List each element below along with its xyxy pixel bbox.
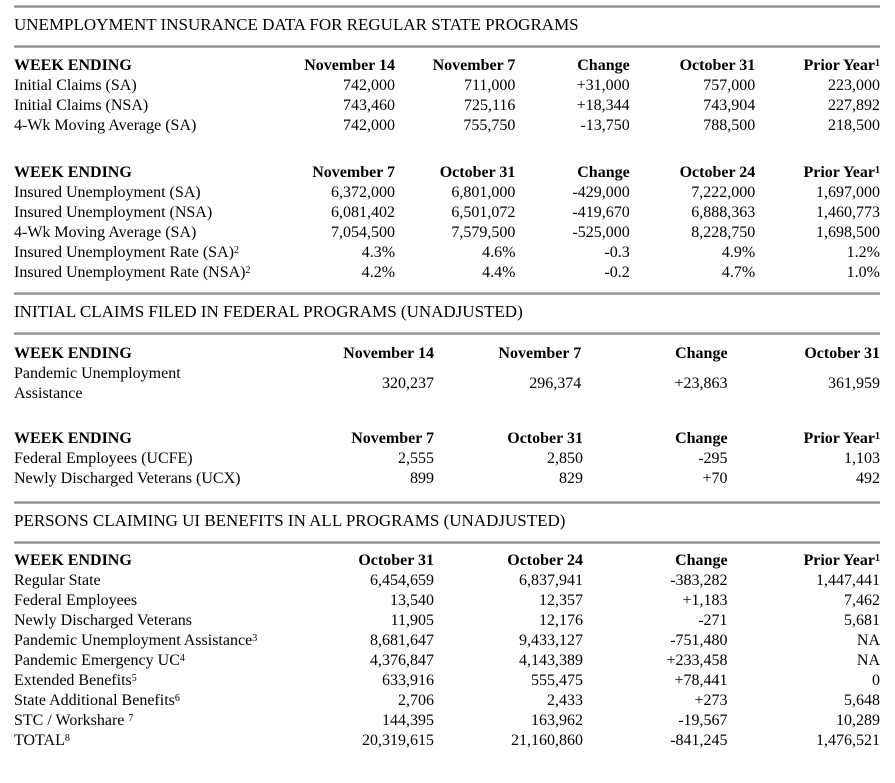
- data-cell: 11,905: [390, 612, 434, 629]
- table-row: [14, 611, 880, 631]
- data-cell: 144,395: [382, 712, 434, 729]
- data-cell: 218,500: [828, 117, 880, 134]
- footnote-marker: 8: [64, 732, 70, 744]
- data-cell: -525,000: [572, 224, 630, 241]
- data-cell: 7,222,000: [691, 184, 756, 201]
- table-row: [14, 364, 880, 404]
- column-header: November 7: [432, 57, 516, 74]
- data-cell: 1,103: [844, 450, 880, 467]
- column-header-week-ending: WEEK ENDING: [14, 552, 132, 569]
- table-row: [14, 631, 880, 651]
- table-row: [14, 449, 880, 469]
- row-label: Insured Unemployment (SA): [14, 184, 201, 201]
- row-label: Insured Unemployment Rate (SA)$^2$: [14, 244, 239, 261]
- data-cell: 725,116: [463, 97, 516, 114]
- column-header: November 7: [498, 345, 582, 362]
- data-cell: 757,000: [703, 77, 756, 94]
- section-title-all-programs: PERSONS CLAIMING UI BENEFITS IN ALL PROGRAMS (UNADJUSTED): [14, 511, 566, 530]
- data-cell: 711,000: [463, 77, 516, 94]
- column-header: October 31: [507, 430, 583, 447]
- column-header: November 7: [351, 430, 434, 447]
- federal-employees-veterans-table: [14, 429, 880, 489]
- table-row: [14, 671, 880, 691]
- column-header: Change: [675, 430, 728, 447]
- column-header: October 31: [804, 345, 880, 362]
- data-cell: 899: [410, 470, 434, 487]
- data-cell: 4,143,389: [518, 652, 583, 669]
- data-cell: 2,433: [546, 692, 583, 709]
- row-label: TOTAL$^8$: [14, 732, 70, 749]
- table-header-row: [14, 551, 880, 571]
- column-header: November 7: [312, 164, 396, 181]
- footnote-marker: 2: [245, 264, 251, 276]
- column-header-week-ending: WEEK ENDING: [14, 164, 132, 181]
- table-row: [14, 183, 880, 203]
- data-cell: +233,458: [666, 652, 728, 669]
- data-cell: 20,319,615: [362, 732, 434, 749]
- data-cell: 361,959: [828, 375, 880, 392]
- footnote-marker: 1: [875, 164, 880, 176]
- section-title-state-programs: UNEMPLOYMENT INSURANCE DATA FOR REGULAR STATE PROGRAMS: [14, 15, 579, 34]
- data-cell: 12,357: [538, 592, 583, 609]
- column-header: October 31: [439, 164, 516, 181]
- table-header-row: [14, 429, 880, 449]
- data-cell: 296,374: [529, 375, 582, 392]
- initial-claims-table: [14, 56, 880, 136]
- data-cell: 6,888,363: [691, 204, 756, 221]
- data-cell: 4,376,847: [370, 652, 434, 669]
- column-header: Prior Year$^1$: [803, 430, 880, 447]
- data-cell: 21,160,860: [510, 732, 583, 749]
- data-cell: -751,480: [670, 632, 728, 649]
- column-header-week-ending: WEEK ENDING: [14, 57, 132, 74]
- footnote-marker: 4: [179, 652, 185, 664]
- data-cell: 12,176: [538, 612, 583, 629]
- pua-claims-table: [14, 344, 880, 404]
- row-label: 4-Wk Moving Average (SA): [14, 117, 197, 134]
- column-header: Change: [675, 552, 728, 569]
- data-cell: 7,462: [844, 592, 880, 609]
- table-row: [14, 203, 880, 223]
- data-cell: 223,000: [828, 77, 880, 94]
- row-label: Regular State: [14, 572, 101, 589]
- data-cell: 829: [558, 470, 583, 487]
- data-cell: NA: [856, 652, 880, 669]
- table-row: [14, 116, 880, 136]
- row-label: Insured Unemployment Rate (NSA)$^2$: [14, 264, 251, 281]
- data-cell: +18,344: [576, 97, 630, 114]
- table-row: [14, 591, 880, 611]
- table-header-row: [14, 344, 880, 364]
- data-cell: 2,555: [398, 450, 434, 467]
- data-cell: 5,648: [844, 692, 880, 709]
- table-row: [14, 76, 880, 96]
- table-row: [14, 263, 880, 283]
- data-cell: 4.6%: [482, 244, 516, 261]
- section-divider: [14, 332, 880, 335]
- column-header: Prior Year$^1$: [803, 57, 880, 74]
- column-header: Prior Year$^1$: [803, 552, 880, 569]
- document-page: [0, 5, 895, 751]
- data-cell: 0: [872, 672, 880, 689]
- data-cell: 6,501,072: [451, 204, 516, 221]
- data-cell: 4.9%: [721, 244, 756, 261]
- row-label: Newly Discharged Veterans (UCX): [14, 470, 241, 487]
- table-row: [14, 96, 880, 116]
- data-cell: -429,000: [572, 184, 630, 201]
- data-cell: +31,000: [576, 77, 630, 94]
- data-cell: 4.7%: [721, 264, 756, 281]
- data-cell: 2,706: [398, 692, 434, 709]
- data-cell: 4.2%: [361, 264, 396, 281]
- column-header: November 14: [343, 345, 434, 362]
- data-cell: 5,681: [844, 612, 880, 629]
- footnote-marker: 1: [875, 57, 880, 69]
- data-cell: -383,282: [670, 572, 728, 589]
- data-cell: 10,289: [836, 712, 880, 729]
- data-cell: -0.3: [604, 244, 630, 261]
- data-cell: 492: [856, 470, 880, 487]
- data-cell: 1.0%: [846, 264, 880, 281]
- section-divider: [14, 541, 880, 544]
- table-row: [14, 571, 880, 591]
- row-label: Federal Employees (UCFE): [14, 450, 193, 467]
- table-row: [14, 711, 880, 731]
- data-cell: 6,837,941: [518, 572, 583, 589]
- data-cell: -271: [698, 612, 728, 629]
- row-label: State Additional Benefits$^6$: [14, 692, 180, 709]
- column-header: October 31: [679, 57, 756, 74]
- data-cell: 6,081,402: [331, 204, 396, 221]
- data-cell: +70: [702, 470, 728, 487]
- data-cell: 2,850: [546, 450, 583, 467]
- footnote-marker: 3: [252, 632, 258, 644]
- row-label: Pandemic Unemployment Assistance$^3$: [14, 632, 258, 649]
- data-cell: 1.2%: [846, 244, 880, 261]
- data-cell: -419,670: [572, 204, 630, 221]
- all-programs-benefits-table: [14, 551, 880, 751]
- data-cell: 6,372,000: [331, 184, 396, 201]
- data-cell: 6,454,659: [370, 572, 434, 589]
- column-header: November 14: [304, 57, 396, 74]
- column-header: October 24: [679, 164, 756, 181]
- data-cell: 4.3%: [361, 244, 396, 261]
- section-title-federal-programs: INITIAL CLAIMS FILED IN FEDERAL PROGRAMS (UNADJUSTED): [14, 302, 523, 321]
- data-cell: 227,892: [828, 97, 880, 114]
- row-label: Initial Claims (SA): [14, 77, 137, 94]
- data-cell: +23,863: [674, 375, 728, 392]
- insured-unemployment-table: [14, 163, 880, 283]
- row-label: Pandemic Emergency $UC^4$: [14, 652, 185, 669]
- data-cell: -295: [698, 450, 728, 467]
- data-cell: -841,245: [670, 732, 728, 749]
- data-cell: -13,750: [580, 117, 630, 134]
- section-divider: [14, 45, 880, 48]
- data-cell: 9,433,127: [518, 632, 583, 649]
- row-label: Pandemic Unemployment Assistance: [14, 365, 181, 402]
- row-label: 4-Wk Moving Average (SA): [14, 224, 197, 241]
- table-row: [14, 243, 880, 263]
- column-header-week-ending: WEEK ENDING: [14, 345, 132, 362]
- data-cell: 6,801,000: [451, 184, 516, 201]
- table-row: [14, 469, 880, 489]
- data-cell: 8,228,750: [691, 224, 756, 241]
- data-cell: 320,237: [381, 375, 434, 392]
- data-cell: 1,697,000: [816, 184, 880, 201]
- data-cell: +273: [694, 692, 728, 709]
- data-cell: 743,904: [703, 97, 756, 114]
- data-cell: 1,476,521: [816, 732, 880, 749]
- row-label: STC / Workshare $^7$: [14, 712, 134, 729]
- data-cell: 8,681,647: [370, 632, 434, 649]
- row-label: Initial Claims (NSA): [14, 97, 149, 114]
- data-cell: 633,916: [382, 672, 434, 689]
- data-cell: 163,962: [530, 712, 583, 729]
- table-header-row: [14, 163, 880, 183]
- row-label: Newly Discharged Veterans: [14, 612, 193, 629]
- table-row: [14, 731, 880, 751]
- table-row: [14, 223, 880, 243]
- row-label: Federal Employees: [14, 592, 138, 609]
- column-header: October 31: [358, 552, 434, 569]
- data-cell: +78,441: [674, 672, 728, 689]
- data-cell: -19,567: [678, 712, 728, 729]
- footnote-marker: 2: [233, 244, 239, 256]
- data-cell: NA: [856, 632, 880, 649]
- table-header-row: [14, 56, 880, 76]
- footnote-marker: 7: [128, 712, 134, 724]
- row-label: Insured Unemployment (NSA): [14, 204, 213, 221]
- footnote-marker: 6: [174, 692, 180, 704]
- column-header: Change: [577, 57, 630, 74]
- footnote-marker: 5: [131, 672, 137, 684]
- data-cell: 788,500: [703, 117, 756, 134]
- data-cell: 755,750: [463, 117, 516, 134]
- column-header: Prior Year$^1$: [803, 164, 880, 181]
- data-cell: 742,000: [343, 77, 396, 94]
- column-header: Change: [675, 345, 728, 362]
- data-cell: 1,698,500: [816, 224, 880, 241]
- data-cell: 1,460,773: [816, 204, 880, 221]
- data-cell: 13,540: [390, 592, 434, 609]
- column-header-week-ending: WEEK ENDING: [14, 430, 132, 447]
- column-header: October 24: [507, 552, 583, 569]
- data-cell: -0.2: [604, 264, 630, 281]
- column-header: Change: [577, 164, 630, 181]
- data-cell: 7,579,500: [451, 224, 516, 241]
- data-cell: 7,054,500: [331, 224, 396, 241]
- data-cell: 742,000: [343, 117, 396, 134]
- table-row: [14, 651, 880, 671]
- data-cell: 1,447,441: [816, 572, 880, 589]
- footnote-marker: 1: [875, 430, 880, 442]
- data-cell: 743,460: [343, 97, 396, 114]
- footnote-marker: 1: [875, 552, 880, 564]
- data-cell: 4.4%: [482, 264, 516, 281]
- row-label: Extended Benefits$^5$: [14, 672, 137, 689]
- table-row: [14, 691, 880, 711]
- data-cell: 555,475: [530, 672, 583, 689]
- data-cell: +1,183: [682, 592, 728, 609]
